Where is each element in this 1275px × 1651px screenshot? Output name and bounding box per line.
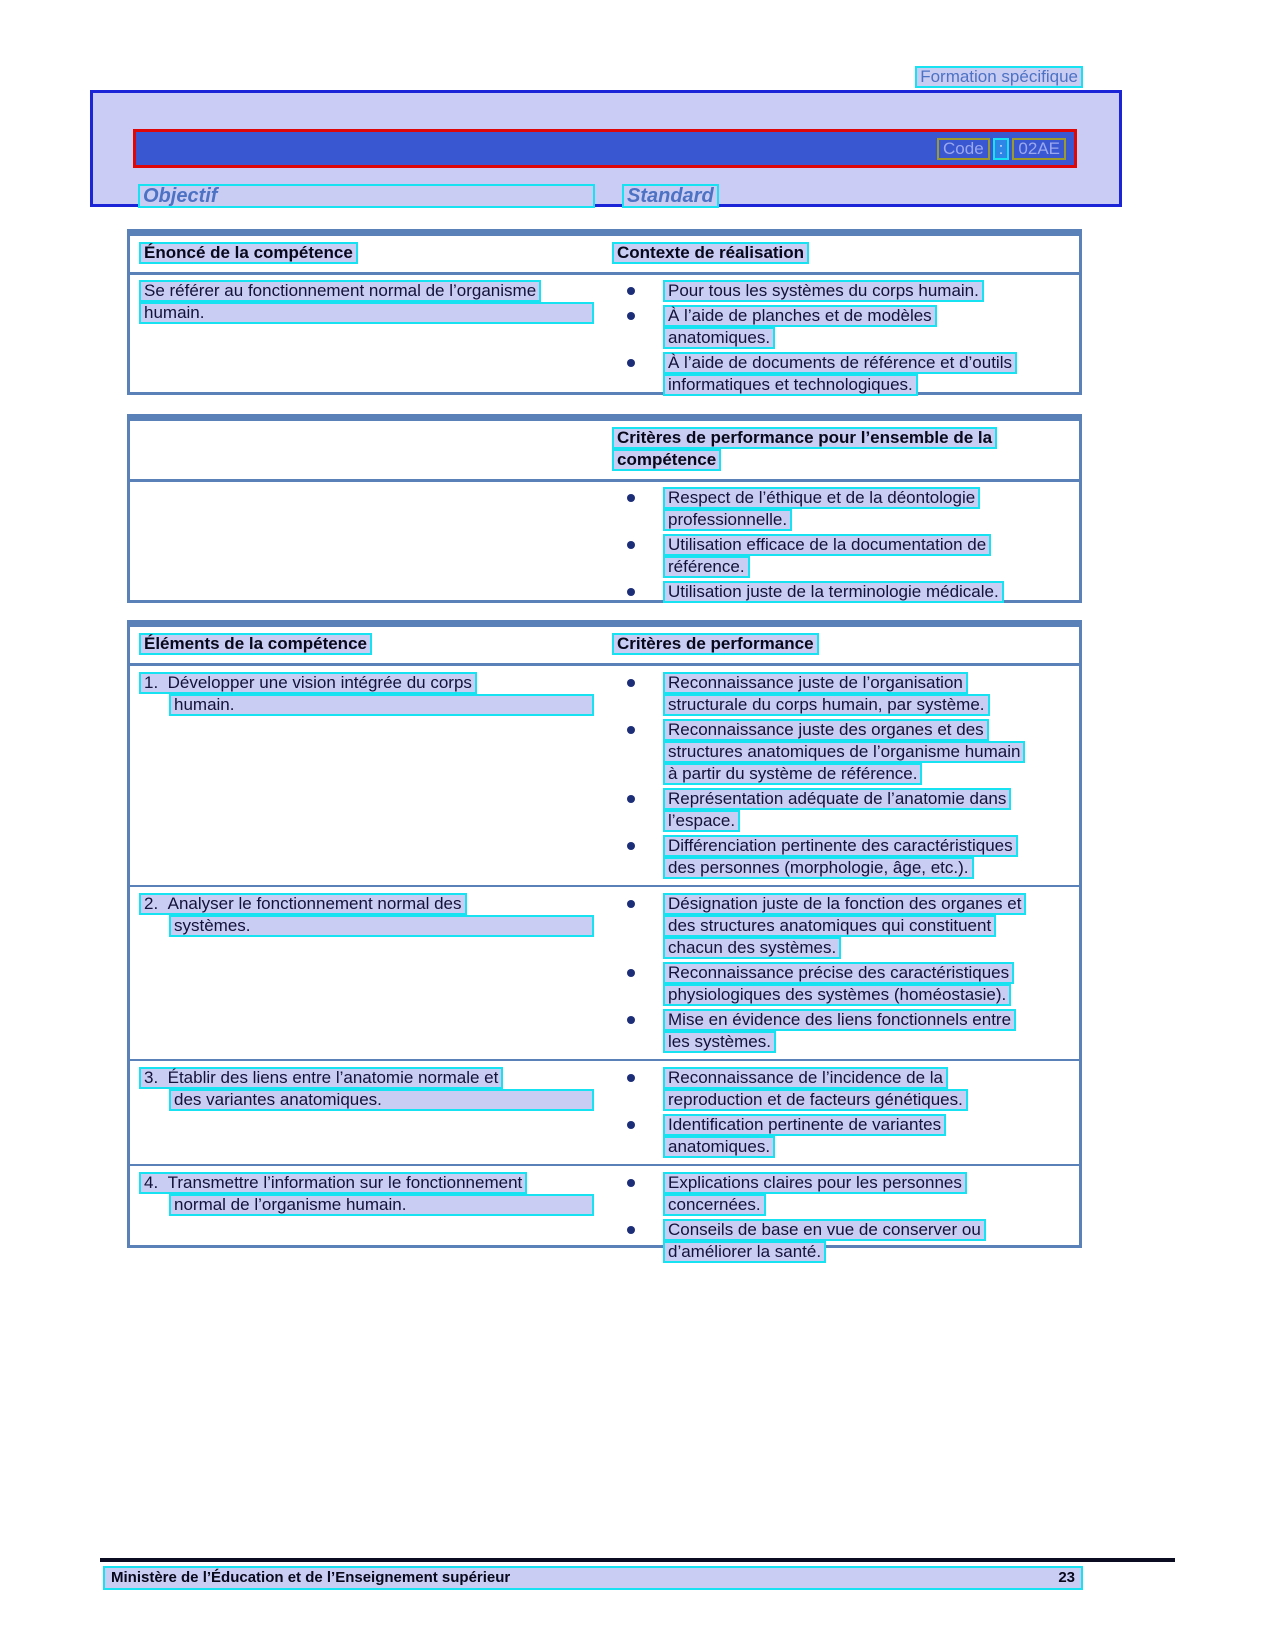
bullet-text	[663, 1009, 1016, 1053]
bullet-text	[663, 305, 937, 349]
text-line: référence.	[663, 556, 750, 578]
elements-table-header	[130, 627, 1079, 666]
footer-rule	[100, 1558, 1175, 1562]
bullet-icon	[627, 1016, 635, 1024]
text-line: À l’aide de planches et de modèles	[663, 305, 937, 327]
bullet-item	[612, 835, 1074, 879]
bullet-text	[663, 719, 1025, 785]
text-line: Mise en évidence des liens fonctionnels entre	[663, 1009, 1016, 1031]
text-line: Reconnaissance précise des caractéristiques	[663, 962, 1014, 984]
text-line: des variantes anatomiques.	[169, 1089, 594, 1111]
text-line: Pour tous les systèmes du corps humain.	[663, 280, 984, 302]
bullet-icon	[627, 679, 635, 687]
element-row	[130, 1164, 1079, 1269]
bullet-icon	[627, 1226, 635, 1234]
bullet-text	[663, 893, 1026, 959]
element-statement	[139, 893, 594, 1053]
footer	[103, 1566, 1083, 1590]
text-line: physiologiques des systèmes (homéostasie).	[663, 984, 1011, 1006]
bullet-text	[663, 962, 1014, 1006]
competence-table-body	[130, 275, 1079, 402]
text-line: À l’aide de documents de référence et d’outils	[663, 352, 1017, 374]
bullet-item	[612, 534, 1074, 578]
bullet-item	[612, 788, 1074, 832]
bullet-item	[612, 1067, 1074, 1111]
elements-table	[127, 620, 1082, 1261]
text-line: Identification pertinente de variantes	[663, 1114, 946, 1136]
text-line: 1. Développer une vision intégrée du corps	[139, 672, 477, 694]
bullet-item	[612, 1114, 1074, 1158]
objectif-label: Objectif	[138, 184, 595, 208]
text-line: normal de l’organisme humain.	[169, 1194, 594, 1216]
text-line: Utilisation juste de la terminologie médicale.	[663, 581, 1004, 603]
bullet-item	[612, 305, 1074, 349]
text-line: Reconnaissance de l’incidence de la	[663, 1067, 948, 1089]
text-line: anatomiques.	[663, 327, 775, 349]
text-line: l’espace.	[663, 810, 740, 832]
bullet-icon	[627, 726, 635, 734]
bullet-text	[663, 1219, 986, 1263]
text-line: Critères de performance pour l’ensemble de la	[612, 427, 997, 449]
text-line: 4. Transmettre l’information sur le fonctionnement	[139, 1172, 527, 1194]
element-row	[130, 1059, 1079, 1164]
bullet-text	[663, 835, 1018, 879]
bullet-item	[612, 1219, 1074, 1263]
bullet-item	[612, 1172, 1074, 1216]
code-separator: :	[993, 138, 1010, 160]
bullet-icon	[627, 494, 635, 502]
competence-statement	[139, 280, 594, 396]
text-line: concernées.	[663, 1194, 766, 1216]
bullet-item	[612, 893, 1074, 959]
bullet-text	[663, 534, 991, 578]
bullet-item	[612, 581, 1074, 603]
performance-bullet-list	[600, 487, 1079, 603]
performance-header-lines	[612, 427, 1074, 471]
bullet-text	[663, 672, 990, 716]
text-line: à partir du système de référence.	[663, 763, 922, 785]
bullet-text	[663, 1067, 968, 1111]
text-line: Reconnaissance juste des organes et des	[663, 719, 989, 741]
text-line: des personnes (morphologie, âge, etc.).	[663, 857, 974, 879]
text-line: 3. Établir des liens entre l’anatomie normale et	[139, 1067, 503, 1089]
competence-table	[127, 229, 1082, 395]
page-number: 23	[1058, 1569, 1075, 1586]
code-value: 02AE	[1012, 138, 1066, 160]
text-line: Différenciation pertinente des caractéristiques	[663, 835, 1018, 857]
standard-label: Standard	[622, 184, 719, 208]
text-line: professionnelle.	[663, 509, 792, 531]
bullet-icon	[627, 795, 635, 803]
bullet-item	[612, 280, 1074, 302]
bullet-icon	[627, 359, 635, 367]
element-row	[130, 666, 1079, 885]
bullet-item	[612, 962, 1074, 1006]
element-row	[130, 885, 1079, 1059]
element-statement	[139, 1067, 594, 1158]
competence-table-header	[130, 236, 1079, 275]
bullet-text	[663, 581, 1004, 603]
text-line: les systèmes.	[663, 1031, 776, 1053]
title-bar	[133, 129, 1077, 168]
text-line: compétence	[612, 449, 721, 471]
bullet-icon	[627, 312, 635, 320]
criteria-bullet-list	[600, 1172, 1079, 1263]
bullet-icon	[627, 1074, 635, 1082]
element-statement	[139, 672, 594, 879]
performance-table-body	[130, 482, 1079, 609]
bullet-icon	[627, 541, 635, 549]
column-header: Contexte de réalisation	[612, 242, 809, 264]
performance-table	[127, 414, 1082, 603]
elements-table-rows	[130, 666, 1079, 1269]
bullet-icon	[627, 1121, 635, 1129]
column-header: Énoncé de la compétence	[139, 242, 358, 264]
text-line: Représentation adéquate de l’anatomie dans	[663, 788, 1011, 810]
running-header	[915, 66, 1083, 88]
criteria-bullet-list	[600, 1067, 1079, 1158]
text-line: humain.	[139, 302, 594, 324]
text-line: chacun des systèmes.	[663, 937, 841, 959]
text-line: Explications claires pour les personnes	[663, 1172, 967, 1194]
code-label: Code	[937, 138, 990, 160]
objectif-standard-row	[138, 184, 1109, 208]
criteria-bullet-list	[600, 672, 1079, 879]
bullet-text	[663, 1114, 946, 1158]
text-line: anatomiques.	[663, 1136, 775, 1158]
text-line: Reconnaissance juste de l’organisation	[663, 672, 968, 694]
bullet-icon	[627, 900, 635, 908]
bullet-item	[612, 672, 1074, 716]
bullet-text	[663, 1172, 967, 1216]
bullet-icon	[627, 1179, 635, 1187]
text-line: d’améliorer la santé.	[663, 1241, 826, 1263]
banner-box	[90, 90, 1122, 207]
bullet-text	[663, 280, 984, 302]
bullet-item	[612, 352, 1074, 396]
bullet-icon	[627, 287, 635, 295]
text-line: Respect de l’éthique et de la déontologie	[663, 487, 980, 509]
bullet-item	[612, 719, 1074, 785]
context-bullet-list	[600, 280, 1079, 396]
text-line: Désignation juste de la fonction des organes et	[663, 893, 1026, 915]
bullet-icon	[627, 588, 635, 596]
text-line: 2. Analyser le fonctionnement normal des	[139, 893, 467, 915]
text-line: structures anatomiques de l’organisme humain	[663, 741, 1025, 763]
bullet-icon	[627, 969, 635, 977]
text-line: informatiques et technologiques.	[663, 374, 918, 396]
bullet-text	[663, 352, 1017, 396]
element-statement	[139, 1172, 594, 1263]
bullet-text	[663, 487, 980, 531]
text-line: Utilisation efficace de la documentation de	[663, 534, 991, 556]
column-header: Critères de performance	[612, 633, 819, 655]
text-line: structurale du corps humain, par système.	[663, 694, 990, 716]
bullet-text	[663, 788, 1011, 832]
text-line: reproduction et de facteurs génétiques.	[663, 1089, 968, 1111]
bullet-item	[612, 1009, 1074, 1053]
text-line: systèmes.	[169, 915, 594, 937]
bullet-item	[612, 487, 1074, 531]
text-line: des structures anatomiques qui constituent	[663, 915, 996, 937]
running-header-label: Formation spécifique	[915, 66, 1083, 88]
text-line: humain.	[169, 694, 594, 716]
footer-text: Ministère de l’Éducation et de l’Enseignement supérieur	[111, 1569, 511, 1586]
bullet-icon	[627, 842, 635, 850]
text-line: Conseils de base en vue de conserver ou	[663, 1219, 986, 1241]
column-header: Éléments de la compétence	[139, 633, 372, 655]
criteria-bullet-list	[600, 893, 1079, 1053]
text-line: Se référer au fonctionnement normal de l’organisme	[139, 280, 541, 302]
performance-table-header	[130, 421, 1079, 482]
